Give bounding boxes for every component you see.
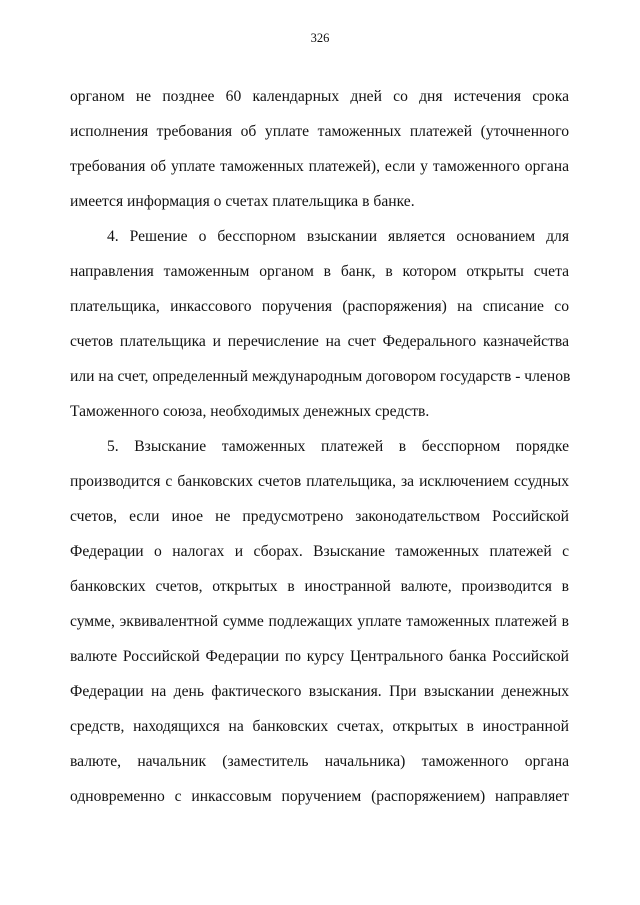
text-line: счетов плательщика и перечисление на счет Федерального казначейства [70, 333, 569, 350]
text-line: Федерации на день фактического взыскания. При взыскании денежных [70, 683, 569, 700]
text-line: производится с банковских счетов плательщика, за исключением ссудных [70, 473, 569, 490]
text-line: Федерации о налогах и сборах. Взыскание таможенных платежей с [70, 543, 569, 560]
text-line: или на счет, определенный международным договором государств - членов [70, 368, 571, 385]
text-line: средств, находящихся на банковских счетах, открытых в иностранной [70, 718, 569, 735]
text-line: имеется информация о счетах плательщика в банке. [70, 193, 415, 210]
text-line: плательщика, инкассового поручения (распоряжения) на списание со [70, 298, 569, 315]
text-line: исполнения требования об уплате таможенных платежей (уточненного [70, 123, 569, 140]
text-line: валюте, начальник (заместитель начальника) таможенного органа [70, 753, 569, 770]
text-line: счетов, если иное не предусмотрено законодательством Российской [70, 508, 569, 525]
text-line: Таможенного союза, необходимых денежных средств. [70, 403, 430, 420]
text-line: валюте Российской Федерации по курсу Центрального банка Российской [70, 648, 569, 665]
text-line: банковских счетов, открытых в иностранной валюте, производится в [70, 578, 569, 595]
text-line: органом не позднее 60 календарных дней со дня истечения срока [70, 88, 569, 105]
text-line: 4. Решение о бесспорном взыскании является основанием для [107, 228, 569, 245]
page-number: 326 [310, 31, 330, 45]
text-line: направления таможенным органом в банк, в котором открыты счета [70, 263, 569, 280]
text-line: 5. Взыскание таможенных платежей в бесспорном порядке [107, 438, 569, 455]
text-line: требования об уплате таможенных платежей), если у таможенного органа [70, 158, 569, 175]
text-line: одновременно с инкассовым поручением (распоряжением) направляет [70, 788, 569, 805]
text-line: сумме, эквивалентной сумме подлежащих уплате таможенных платежей в [70, 613, 569, 630]
